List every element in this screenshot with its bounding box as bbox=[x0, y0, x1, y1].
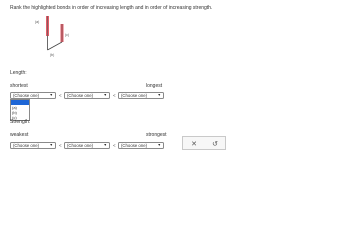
chevron-down-icon: ▼ bbox=[49, 93, 53, 97]
dropdown-option-b[interactable]: (b) bbox=[12, 110, 17, 115]
chevron-down-icon: ▼ bbox=[157, 143, 161, 147]
strength-select-1-value: (Choose one) bbox=[13, 143, 40, 148]
chevron-down-icon: ▼ bbox=[157, 93, 161, 97]
dropdown-option-c[interactable]: (c) bbox=[12, 115, 17, 120]
strength-lt-2: < bbox=[113, 142, 116, 148]
bond-label-a: (a) bbox=[35, 20, 40, 24]
strength-strongest-label: strongest bbox=[146, 132, 167, 138]
length-label: Length: bbox=[10, 70, 27, 76]
molecule-diagram bbox=[30, 16, 90, 60]
strength-select-3-value: (Choose one) bbox=[121, 143, 148, 148]
length-shortest-label: shortest bbox=[10, 83, 28, 89]
strength-select-1[interactable] bbox=[10, 142, 56, 149]
chevron-down-icon: ▼ bbox=[103, 143, 107, 147]
strength-select-2-value: (Choose one) bbox=[67, 143, 94, 148]
dropdown-option-a[interactable]: (a) bbox=[12, 105, 17, 110]
question-text: Rank the highlighted bonds in order of increasing length and in order of increasing strength. bbox=[10, 5, 213, 11]
chevron-down-icon: ▼ bbox=[103, 93, 107, 97]
length-select-1-value: (Choose one) bbox=[13, 93, 40, 98]
length-select-2-value: (Choose one) bbox=[67, 93, 94, 98]
length-longest-label: longest bbox=[146, 83, 163, 89]
length-select-3-value: (Choose one) bbox=[121, 93, 148, 98]
answer-actions bbox=[182, 136, 226, 150]
length-select-2[interactable] bbox=[64, 92, 110, 99]
strength-weakest-label: weakest bbox=[10, 132, 29, 138]
length-select-1[interactable] bbox=[10, 92, 56, 99]
strength-lt-1: < bbox=[59, 142, 62, 148]
close-icon[interactable]: ✕ bbox=[191, 141, 197, 148]
strength-label: Strength: bbox=[10, 119, 31, 125]
length-lt-2: < bbox=[113, 92, 116, 98]
chevron-down-icon: ▼ bbox=[49, 143, 53, 147]
bond-label-c: (c) bbox=[65, 33, 70, 37]
undo-icon[interactable]: ↺ bbox=[212, 141, 218, 148]
length-select-3[interactable] bbox=[118, 92, 164, 99]
strength-select-3[interactable] bbox=[118, 142, 164, 149]
bond-label-b: (b) bbox=[50, 53, 55, 57]
bond-b2-line bbox=[48, 42, 63, 50]
length-dropdown-list[interactable] bbox=[10, 99, 30, 121]
strength-select-2[interactable] bbox=[64, 142, 110, 149]
length-lt-1: < bbox=[59, 92, 62, 98]
